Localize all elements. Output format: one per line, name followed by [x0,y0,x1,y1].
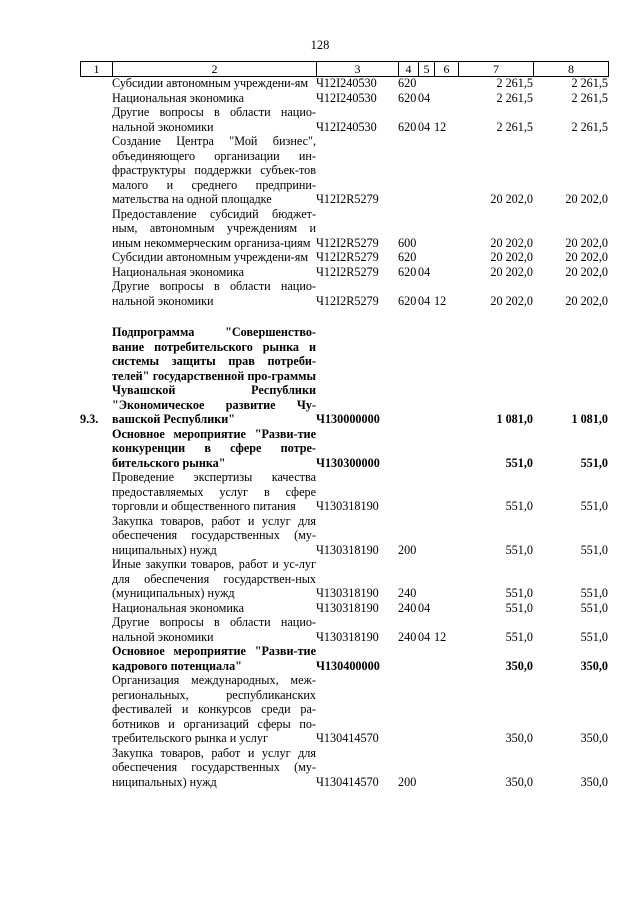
row-number [80,557,112,601]
subsection-code [434,470,458,514]
column-header-3: 3 [317,62,399,77]
section-code: 04 [418,629,431,644]
section-code [418,207,434,251]
table-row [80,91,608,106]
amount-col7: 20 202,0 [490,192,533,206]
row-number [80,673,112,746]
table-row [80,514,608,558]
expense-type-code [398,134,418,207]
table-row [80,250,608,265]
table-row [80,134,608,207]
subsection-code: 12 [434,293,447,308]
subsection-code [434,746,458,790]
row-number [80,265,112,280]
row-number [80,76,112,91]
expense-type-code [398,325,418,427]
expense-type-code: 620 [398,293,417,308]
row-name: Субсидии автономным учреждени-ям [112,76,309,90]
row-number [80,207,112,251]
row-name: Закупка товаров, работ и услуг для обеспечения государственных (му-ниципальных) нужд [112,745,316,789]
target-code: Ч130400000 [316,658,380,673]
amount-col8: 551,0 [580,586,608,600]
target-code: Ч12I2R5279 [316,293,379,308]
target-code: Ч130000000 [316,412,380,426]
amount-col8: 2 261,5 [571,119,608,134]
expense-type-code [398,644,418,673]
section-code: 04 [418,264,431,279]
subsection-code [434,265,458,280]
column-header-8: 8 [534,62,609,77]
table-row [80,673,608,746]
amount-col7: 350,0 [505,731,533,745]
expense-type-code: 240 [398,600,417,615]
target-code: Ч130300000 [316,455,380,470]
row-name: Национальная экономика [112,600,245,615]
expense-type-code: 620 [398,119,417,134]
subsection-code [434,91,458,106]
row-name: Основное мероприятие "Разви-тие конкуренции в сфере потре-бительского рынка" [112,426,316,470]
target-code: Ч12I2R5279 [316,264,379,279]
row-name: Другие вопросы в области нацио-нальной экономики [112,615,316,644]
amount-col8: 20 202,0 [565,264,608,279]
subsection-code [434,427,458,471]
row-name: Создание Центра "Мой бизнес", объединяющего организации ин-фраструктуры поддержки субъек-тов малого и среднего предприни-мательства на одной площадке [112,134,316,206]
expense-type-code: 200 [398,542,417,557]
row-number [80,644,112,673]
table-row [80,427,608,471]
amount-col8: 20 202,0 [565,235,608,250]
column-header-row [80,61,609,77]
amount-col7: 551,0 [505,586,533,600]
row-name: Подпрограмма "Совершенство-вание потребительского рынка и системы защиты прав потреби-телей" государственной про-граммы Чувашской Республики "Экономическое развитие Чу-вашской Республики" [112,325,316,426]
amount-col7: 350,0 [505,658,533,673]
row-name: Закупка товаров, работ и услуг для обеспечения государственных (му-ниципальных) нужд [112,513,316,557]
target-code: Ч130318190 [316,586,379,600]
budget-table [80,76,608,789]
subsection-code [434,76,458,91]
amount-col8: 551,0 [580,629,608,644]
expense-type-code: 240 [398,629,417,644]
row-number [80,514,112,558]
amount-col8: 551,0 [580,455,608,470]
amount-col8: 20 202,0 [565,192,608,206]
row-name: Другие вопросы в области нацио-нальной экономики [112,105,316,134]
row-number [80,470,112,514]
expense-type-code: 600 [398,235,417,250]
section-code [418,427,434,471]
section-code [418,644,434,673]
section-code [418,673,434,746]
row-name: Предоставление субсидий бюджет-ным, автономным учреждениям и иным некоммерческим организа-циям [112,206,316,250]
amount-col7: 1 081,0 [496,412,533,426]
expense-type-code [398,673,418,746]
subsection-code [434,644,458,673]
subsection-code: 12 [434,629,447,644]
subsection-code [434,514,458,558]
amount-col8: 20 202,0 [565,293,608,308]
table-row [80,265,608,280]
subsection-code [434,601,458,616]
amount-col7: 551,0 [505,600,533,615]
amount-col7: 20 202,0 [490,264,533,279]
section-code: 04 [418,600,431,615]
row-name: Основное мероприятие "Разви-тие кадрового потенциала" [112,644,316,673]
table-row [80,601,608,616]
target-code: Ч130318190 [316,629,379,644]
row-spacer [80,308,608,325]
amount-col7: 20 202,0 [490,235,533,250]
expense-type-code [398,427,418,471]
row-name: Национальная экономика [112,90,245,105]
amount-col8: 551,0 [580,499,608,513]
row-spacer-cell [80,308,608,325]
target-code: Ч12I240530 [316,76,377,90]
table-row [80,279,608,308]
section-code [418,746,434,790]
row-name: Организация международных, меж-региональных, республиканских фестивалей и конкурсов среди ра-ботников и организаций сферы по-требительского рынка и услуг [112,673,316,745]
amount-col7: 2 261,5 [496,90,533,105]
amount-col7: 20 202,0 [490,250,533,264]
section-code [418,76,434,91]
amount-col7: 2 261,5 [496,119,533,134]
amount-col7: 2 261,5 [496,76,533,90]
section-code: 04 [418,90,431,105]
section-code [418,514,434,558]
target-code: Ч12I2R5279 [316,192,379,206]
amount-col7: 551,0 [505,499,533,513]
amount-col8: 551,0 [580,600,608,615]
row-name: Другие вопросы в области нацио-нальной экономики [112,279,316,308]
amount-col8: 1 081,0 [571,412,608,426]
amount-col7: 551,0 [505,542,533,557]
section-code [418,557,434,601]
table-row [80,207,608,251]
table-row [80,615,608,644]
column-header-5: 5 [419,62,435,77]
expense-type-code: 620 [398,76,417,90]
expense-type-code: 620 [398,250,417,264]
expense-type-code: 200 [398,774,417,789]
target-code: Ч130318190 [316,542,379,557]
table-row [80,557,608,601]
subsection-code [434,250,458,265]
subsection-code [434,673,458,746]
expense-type-code: 620 [398,90,417,105]
column-header-4: 4 [399,62,419,77]
row-number [80,134,112,207]
amount-col7: 350,0 [505,774,533,789]
expense-type-code: 240 [398,586,417,600]
row-name: Иные закупки товаров, работ и ус-луг для обеспечения государствен-ных (муниципальных) нужд [112,557,316,600]
row-name: Национальная экономика [112,264,245,279]
table-row [80,325,608,427]
target-code: Ч130318190 [316,600,379,615]
page-number: 128 [310,38,330,52]
table-row [80,76,608,91]
target-code: Ч12I2R5279 [316,250,379,264]
section-code [418,470,434,514]
target-code: Ч12I2R5279 [316,235,379,250]
section-code [418,250,434,265]
section-code [418,325,434,427]
row-number [80,427,112,471]
subsection-code [434,557,458,601]
column-header-6: 6 [435,62,459,77]
row-number [80,746,112,790]
table-row [80,470,608,514]
row-name: Проведение экспертизы качества предоставляемых услуг в сфере торговли и общественного питания [112,470,316,513]
subsection-code [434,207,458,251]
amount-col7: 551,0 [505,629,533,644]
target-code: Ч12I240530 [316,119,377,134]
subsection-code [434,134,458,207]
row-number [80,250,112,265]
table-row [80,746,608,790]
amount-col8: 20 202,0 [565,250,608,264]
amount-col7: 20 202,0 [490,293,533,308]
amount-col8: 2 261,5 [571,90,608,105]
column-header-7: 7 [459,62,534,77]
table-row [80,105,608,134]
row-number [80,601,112,616]
table-row [80,644,608,673]
amount-col7: 551,0 [505,455,533,470]
row-number: 9.3. [80,412,99,426]
row-number [80,91,112,106]
subsection-code [434,325,458,427]
section-code: 04 [418,119,431,134]
subsection-code: 12 [434,119,447,134]
target-code: Ч12I240530 [316,90,377,105]
table-body [80,76,608,789]
target-code: Ч130318190 [316,499,379,513]
column-header-1: 1 [81,62,113,77]
column-header-2: 2 [113,62,317,77]
amount-col8: 350,0 [580,731,608,745]
amount-col8: 350,0 [580,774,608,789]
row-number [80,105,112,134]
row-number [80,279,112,308]
amount-col8: 350,0 [580,658,608,673]
target-code: Ч130414570 [316,774,379,789]
section-code: 04 [418,293,431,308]
expense-type-code [398,470,418,514]
section-code [418,134,434,207]
target-code: Ч130414570 [316,731,379,745]
amount-col8: 2 261,5 [571,76,608,90]
row-number [80,615,112,644]
amount-col8: 551,0 [580,542,608,557]
expense-type-code: 620 [398,264,417,279]
row-name: Субсидии автономным учреждени-ям [112,250,309,264]
